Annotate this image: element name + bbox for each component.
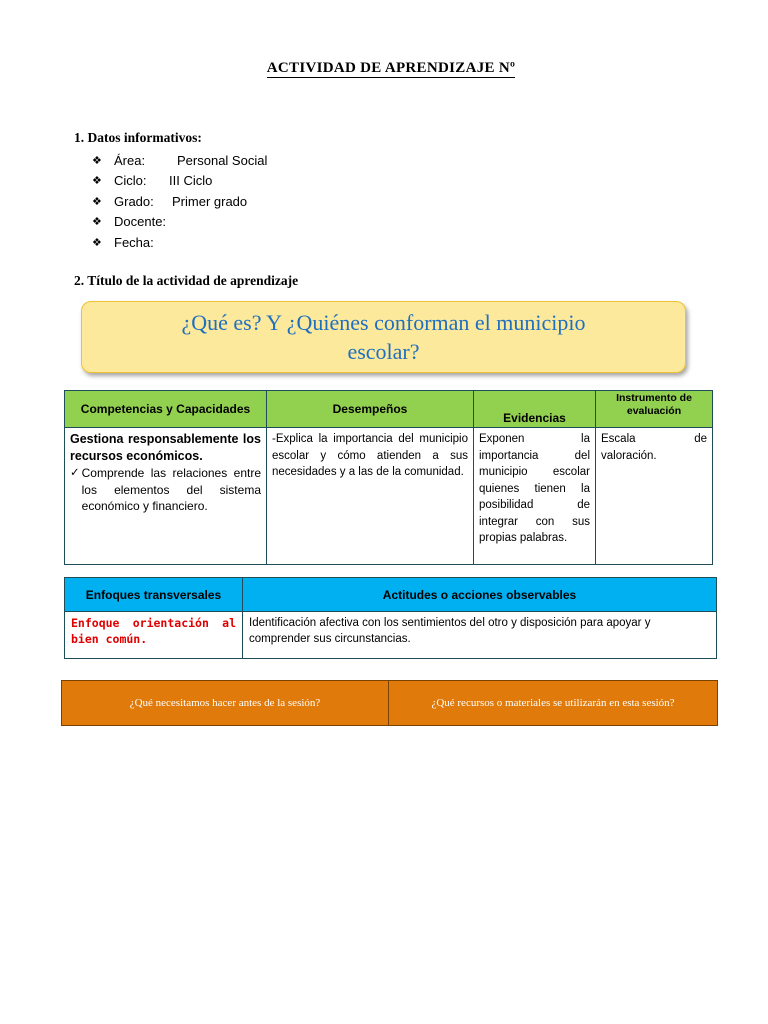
header-evidencias: Evidencias <box>474 391 596 428</box>
activity-title-box <box>81 301 686 373</box>
diamond-bullet-icon: ❖ <box>92 154 102 167</box>
info-item-grado: ❖ Grado: Primer grado <box>92 193 248 209</box>
info-list <box>92 150 267 253</box>
capacidad-text: Comprende las relaciones entre los elementos del sistema económico y financiero. <box>81 466 261 513</box>
info-item-ciclo: ❖ Ciclo: III Ciclo <box>92 173 213 189</box>
activity-title-line2: escolar? <box>347 339 420 364</box>
checkmark-icon: ✓ <box>70 467 80 479</box>
info-item-fecha: ❖ Fecha: <box>92 234 154 250</box>
header-antes-sesion: ¿Qué necesitamos hacer antes de la sesión? <box>62 681 389 726</box>
cell-enfoque: Enfoque orientación al bien común. <box>65 612 243 659</box>
section2-heading: 2. Título de la actividad de aprendizaje <box>74 273 299 288</box>
header-desempenos: Desempeños <box>267 391 474 428</box>
cell-competencia <box>65 428 267 565</box>
cell-evidencia: Exponen la importancia del municipio escolar quienes tienen la posibilidad de integrar con sus propias palabras. <box>474 428 596 565</box>
cell-actitud: Identificación afectiva con los sentimientos del otro y disposición para apoyar y comprender sus circunstancias. <box>243 612 717 659</box>
cell-instrumento: Escala de valoración. <box>596 428 713 565</box>
header-competencias: Competencias y Capacidades <box>65 391 267 428</box>
preparacion-table <box>61 680 718 726</box>
diamond-bullet-icon: ❖ <box>92 236 102 249</box>
info-item-docente: ❖ Docente: <box>92 214 167 230</box>
diamond-bullet-icon: ❖ <box>92 195 102 208</box>
header-recursos: ¿Qué recursos o materiales se utilizarán en esta sesión? <box>389 681 718 726</box>
info-item-area: ❖ Área: Personal Social <box>92 152 268 168</box>
header-enfoques: Enfoques transversales <box>65 578 243 612</box>
competencias-table <box>64 390 713 565</box>
header-actitudes: Actitudes o acciones observables <box>243 578 717 612</box>
header-instrumento: Instrumento de evaluación <box>596 391 713 428</box>
competencia-text: Gestiona responsablemente los recursos económicos. <box>70 432 261 463</box>
diamond-bullet-icon: ❖ <box>92 175 102 188</box>
cell-desempeno: -Explica la importancia del municipio escolar y cómo atienden a sus necesidades y a las de la comunidad. <box>267 428 474 565</box>
document-title: ACTIVIDAD DE APRENDIZAJE Nº <box>266 60 516 76</box>
enfoques-table <box>64 577 717 659</box>
section1-heading: 1. Datos informativos: <box>74 130 202 145</box>
diamond-bullet-icon: ❖ <box>92 216 102 229</box>
activity-title-line1: ¿Qué es? Y ¿Quiénes conforman el municipio <box>181 310 586 335</box>
capacidad-item <box>70 465 261 515</box>
